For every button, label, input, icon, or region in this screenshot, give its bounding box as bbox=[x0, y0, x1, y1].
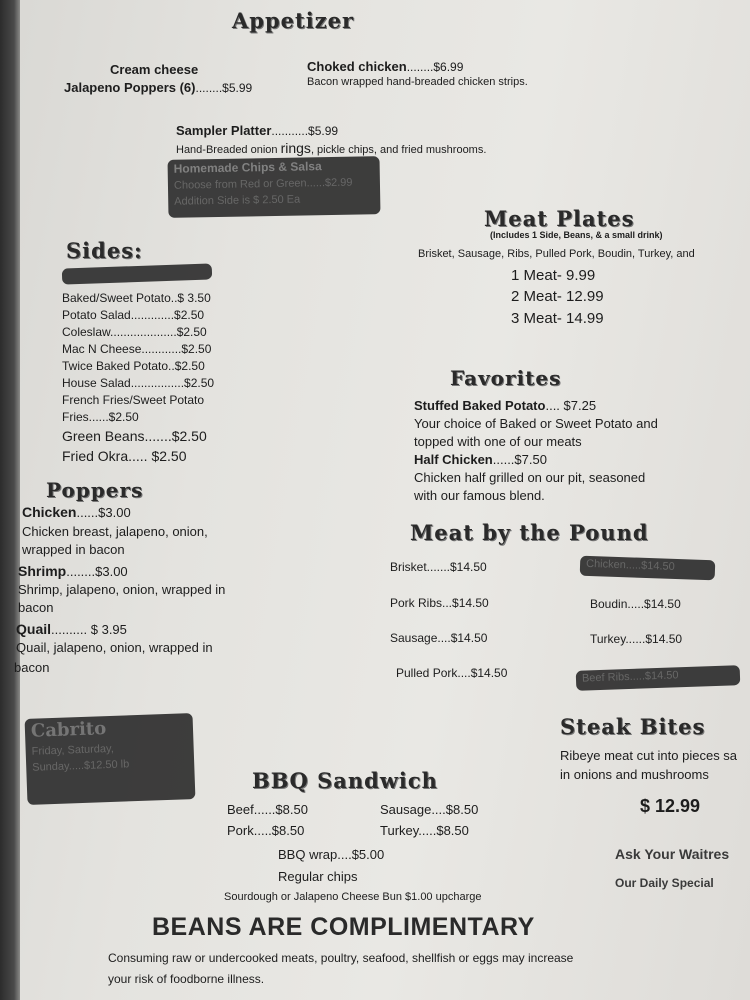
sides-list bbox=[62, 290, 214, 466]
sampler-platter-desc bbox=[176, 140, 486, 156]
jalapeno-poppers-line1: Cream cheese bbox=[110, 62, 199, 77]
side-item: Potato Salad.............$2.50 bbox=[62, 308, 205, 322]
bbq-sausage: Sausage....$8.50 bbox=[380, 802, 479, 817]
stuffed-potato-desc1: Your choice of Baked or Sweet Potato and bbox=[414, 416, 658, 431]
pound-brisket: Brisket.......$14.50 bbox=[390, 560, 487, 574]
pound-pork-ribs: Pork Ribs...$14.50 bbox=[390, 596, 489, 610]
side-item: Green Beans.......$2.50 bbox=[62, 428, 207, 444]
sampler-desc-c: , pickle chips, and fried mushrooms. bbox=[310, 144, 487, 156]
quail-popper-item bbox=[16, 621, 127, 637]
chicken-popper-name: Chicken bbox=[22, 504, 77, 520]
meat-plates-heading: Meat Plates bbox=[484, 206, 635, 231]
chicken-popper-desc1: Chicken breast, jalapeno, onion, bbox=[22, 524, 208, 539]
shrimp-popper-name: Shrimp bbox=[18, 563, 67, 579]
appetizer-heading: Appetizer bbox=[232, 8, 355, 33]
sides-heading: Sides: bbox=[66, 238, 143, 263]
cabrito-line2: Sunday.....$12.50 lb bbox=[32, 758, 130, 774]
chicken-popper-desc2: wrapped in bacon bbox=[22, 542, 125, 557]
quail-popper-name: Quail bbox=[16, 621, 52, 637]
bbq-sandwich-heading: BBQ Sandwich bbox=[252, 768, 438, 793]
shrimp-popper-desc1: Shrimp, jalapeno, onion, wrapped in bbox=[18, 582, 226, 597]
half-chicken-price: ......$7.50 bbox=[492, 452, 547, 467]
quail-popper-price: .......... $ 3.95 bbox=[51, 622, 127, 637]
cabrito-line1: Friday, Saturday, bbox=[31, 742, 114, 758]
food-warning-line1: Consuming raw or undercooked meats, poultry, seafood, shellfish or eggs may increase bbox=[108, 951, 574, 965]
food-warning-line2: your risk of foodborne illness. bbox=[108, 972, 265, 986]
sampler-platter-price: ...........$5.99 bbox=[271, 124, 339, 138]
steak-bites-desc1: Ribeye meat cut into pieces sa bbox=[560, 748, 738, 763]
chips-salsa-name: Homemade Chips & Salsa bbox=[173, 159, 322, 176]
beans-complimentary: BEANS ARE COMPLIMENTARY bbox=[152, 913, 535, 941]
favorites-heading: Favorites bbox=[450, 366, 562, 390]
choked-chicken-name: Choked chicken bbox=[307, 59, 407, 74]
sampler-desc-rings: rings bbox=[280, 140, 311, 156]
chips-salsa-line2: Addition Side is $ 2.50 Ea bbox=[174, 193, 301, 208]
sampler-platter-name: Sampler Platter bbox=[176, 123, 272, 138]
chicken-popper-item bbox=[22, 504, 131, 520]
stuffed-potato-item bbox=[414, 398, 596, 413]
poppers-heading: Poppers bbox=[46, 478, 144, 502]
side-item: Coleslaw....................$2.50 bbox=[62, 325, 207, 339]
menu-binder-edge bbox=[0, 0, 20, 1000]
bbq-turkey: Turkey.....$8.50 bbox=[380, 823, 469, 838]
stuffed-potato-price: .... $7.25 bbox=[545, 398, 597, 413]
half-chicken-desc2: with our famous blend. bbox=[414, 488, 545, 503]
redacted-pound-item-2 bbox=[576, 665, 741, 691]
ask-waitress: Ask Your Waitres bbox=[615, 846, 730, 862]
meat-plates-three: 3 Meat- 14.99 bbox=[511, 310, 604, 327]
quail-popper-desc1: Quail, jalapeno, onion, wrapped in bbox=[16, 640, 213, 655]
side-item: Mac N Cheese............$2.50 bbox=[62, 342, 212, 356]
chips-salsa-line1: Choose from Red or Green......$2.99 bbox=[173, 176, 353, 192]
choked-chicken-price: ........$6.99 bbox=[406, 60, 464, 74]
stuffed-potato-desc2: topped with one of our meats bbox=[414, 434, 582, 449]
jalapeno-poppers-name: Jalapeno Poppers (6) bbox=[64, 80, 196, 95]
pound-pulled-pork: Pulled Pork....$14.50 bbox=[396, 666, 508, 680]
sampler-desc-a: Hand-Breaded onion bbox=[176, 144, 281, 156]
side-item: Fries......$2.50 bbox=[62, 410, 139, 424]
side-item: French Fries/Sweet Potato bbox=[62, 393, 205, 407]
pound-boudin: Boudin.....$14.50 bbox=[590, 597, 681, 611]
meat-plates-meats: Brisket, Sausage, Ribs, Pulled Pork, Boudin, Turkey, and bbox=[418, 248, 695, 260]
choked-chicken-item bbox=[307, 59, 463, 74]
cabrito-title: Cabrito bbox=[30, 718, 107, 742]
jalapeno-poppers-price: ........$5.99 bbox=[195, 81, 253, 95]
redacted-sides-line bbox=[62, 263, 212, 284]
bbq-beef: Beef......$8.50 bbox=[227, 802, 308, 817]
side-item: Baked/Sweet Potato..$ 3.50 bbox=[62, 291, 211, 305]
jalapeno-poppers-item bbox=[64, 80, 252, 95]
pound-sausage: Sausage....$14.50 bbox=[390, 631, 488, 645]
side-item: Twice Baked Potato..$2.50 bbox=[62, 359, 205, 373]
redacted-pound-item-1 bbox=[580, 556, 716, 581]
bbq-bun-upcharge: Sourdough or Jalapeno Cheese Bun $1.00 upcharge bbox=[224, 891, 482, 903]
half-chicken-item bbox=[414, 452, 547, 467]
meat-plates-two: 2 Meat- 12.99 bbox=[511, 288, 604, 305]
redacted-pound-text-2: Beef Ribs.....$14.50 bbox=[581, 669, 679, 685]
meat-by-pound-heading: Meat by the Pound bbox=[410, 520, 649, 545]
shrimp-popper-desc2: bacon bbox=[18, 600, 54, 615]
bbq-chips: Regular chips bbox=[278, 869, 358, 884]
sampler-platter-item bbox=[176, 123, 338, 138]
pound-turkey: Turkey......$14.50 bbox=[590, 632, 683, 646]
redacted-chips-salsa bbox=[168, 156, 381, 218]
meat-plates-subtitle: (Includes 1 Side, Beans, & a small drink) bbox=[490, 230, 663, 240]
bbq-pork: Pork.....$8.50 bbox=[227, 823, 305, 838]
bbq-wrap: BBQ wrap....$5.00 bbox=[278, 847, 385, 862]
shrimp-popper-item bbox=[18, 563, 128, 579]
quail-popper-desc2: bacon bbox=[14, 660, 50, 675]
daily-special: Our Daily Special bbox=[615, 876, 714, 890]
half-chicken-desc1: Chicken half grilled on our pit, seasoned bbox=[414, 470, 646, 485]
redacted-pound-text-1: Chicken.....$14.50 bbox=[585, 557, 675, 573]
steak-bites-heading: Steak Bites bbox=[560, 714, 706, 739]
half-chicken-name: Half Chicken bbox=[414, 452, 493, 467]
steak-bites-desc2: in onions and mushrooms bbox=[560, 767, 709, 782]
side-item: House Salad................$2.50 bbox=[62, 376, 215, 390]
stuffed-potato-name: Stuffed Baked Potato bbox=[414, 398, 546, 413]
redacted-cabrito bbox=[25, 713, 196, 805]
steak-bites-price: $ 12.99 bbox=[640, 796, 701, 816]
shrimp-popper-price: ........$3.00 bbox=[66, 564, 128, 579]
side-item: Fried Okra..... $2.50 bbox=[62, 448, 187, 464]
choked-chicken-desc: Bacon wrapped hand-breaded chicken strips. bbox=[307, 76, 528, 88]
meat-plates-one: 1 Meat- 9.99 bbox=[511, 267, 596, 284]
chicken-popper-price: ......$3.00 bbox=[76, 505, 131, 520]
